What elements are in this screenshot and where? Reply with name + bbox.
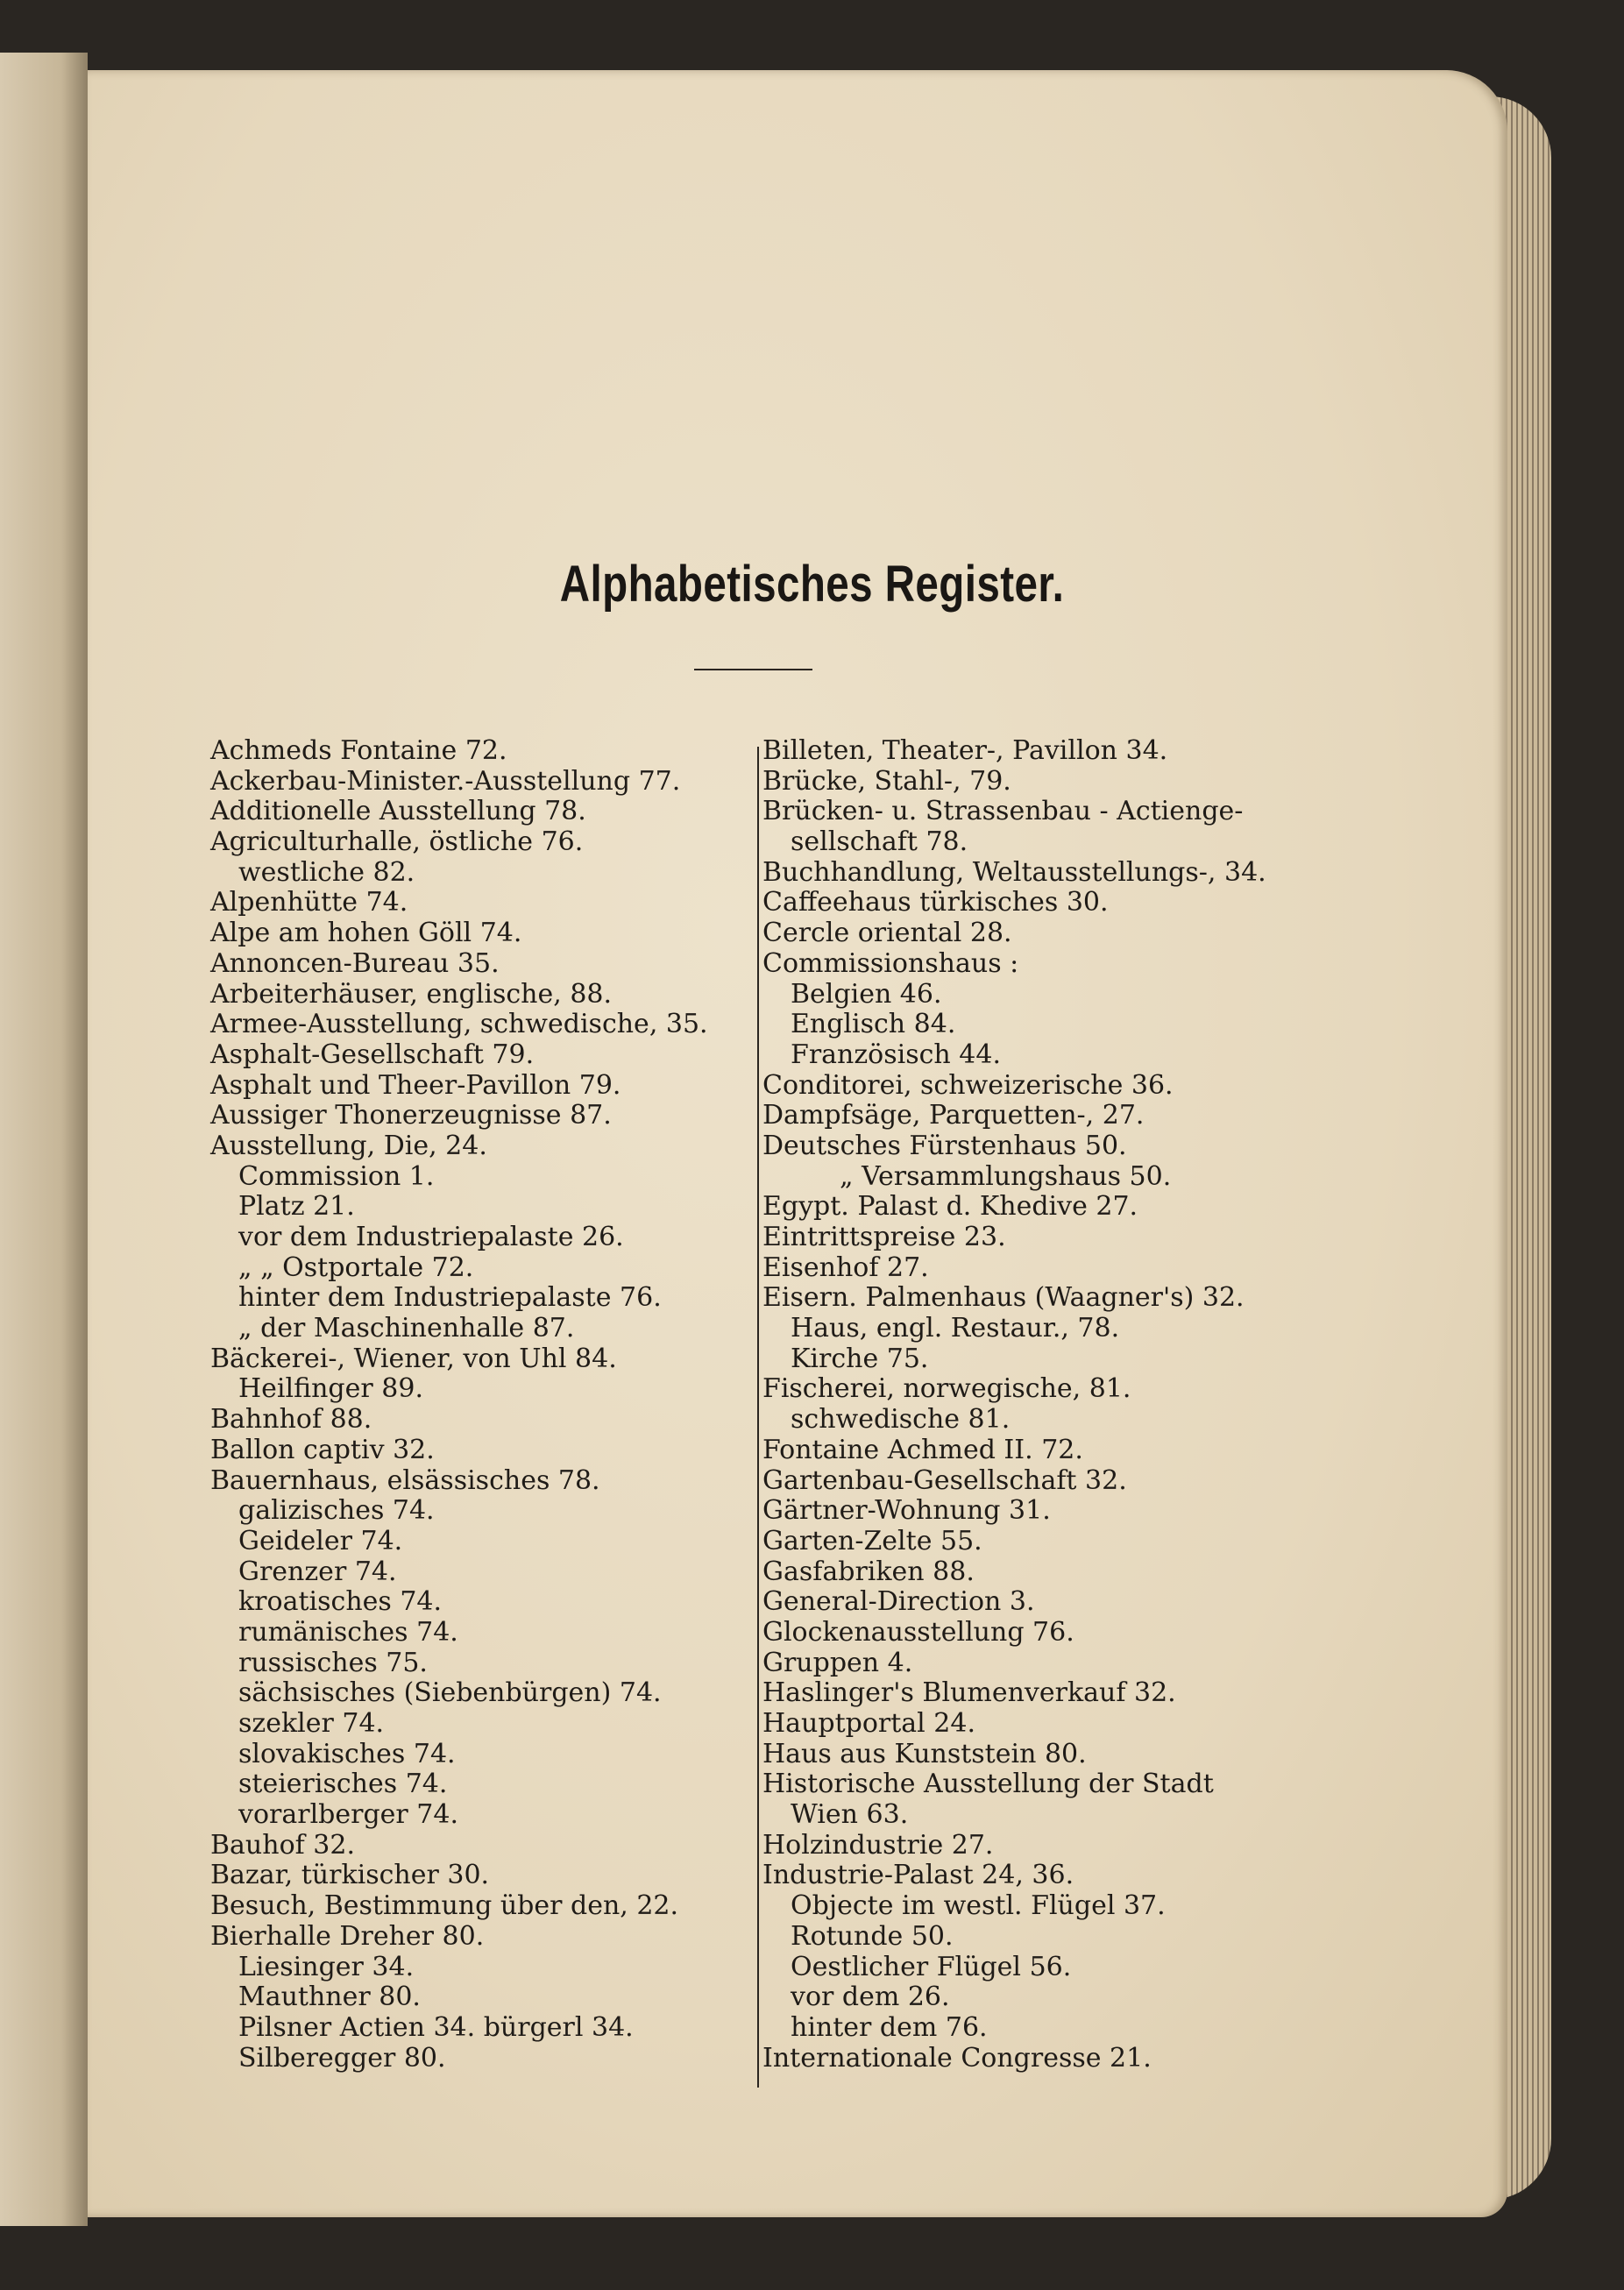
index-entry: rumänisches 74.: [238, 1616, 458, 1648]
index-entry: Besuch, Bestimmung über den, 22.: [210, 1890, 679, 1922]
index-entry: Eintrittspreise 23.: [762, 1222, 1006, 1252]
index-entry: Oestlicher Flügel 56.: [791, 1951, 1072, 1982]
index-entry: Industrie-Palast 24, 36.: [762, 1860, 1074, 1891]
index-entry: Commission 1.: [238, 1160, 435, 1192]
index-entry: General-Direction 3.: [762, 1586, 1035, 1618]
index-entry: Wien 63.: [791, 1799, 909, 1831]
index-entry: sächsisches (Siebenbürgen) 74.: [238, 1677, 662, 1709]
index-entry: Eisern. Palmenhaus (Waagner's) 32.: [762, 1282, 1245, 1314]
index-entry: Fontaine Achmed II. 72.: [762, 1434, 1083, 1465]
index-entry: vor dem 26.: [791, 1982, 950, 2013]
index-entry: Armee-Ausstellung, schwedische, 35.: [210, 1009, 708, 1040]
index-entry: Silberegger 80.: [238, 2042, 446, 2074]
index-entry: Asphalt-Gesellschaft 79.: [210, 1039, 535, 1070]
index-entry: Internationale Congresse 21.: [762, 2042, 1152, 2074]
index-entry: „ „ Ostportale 72.: [238, 1251, 474, 1283]
index-entry: slovakisches 74.: [238, 1738, 456, 1769]
index-entry: Haus, engl. Restaur., 78.: [791, 1313, 1120, 1344]
index-entry: Additionelle Ausstellung 78.: [210, 796, 586, 827]
index-entry: hinter dem Industriepalaste 76.: [238, 1282, 662, 1314]
index-entry: Eisenhof 27.: [762, 1251, 929, 1283]
index-entry: Rotunde 50.: [791, 1920, 954, 1952]
index-entry: Heilfinger 89.: [238, 1373, 423, 1405]
index-entry: Bahnhof 88.: [210, 1404, 372, 1436]
index-entry: Fischerei, norwegische, 81.: [762, 1373, 1131, 1405]
index-entry: Gasfabriken 88.: [762, 1556, 975, 1587]
index-entry: Haus aus Kunststein 80.: [762, 1738, 1087, 1769]
index-entry: Ballon captiv 32.: [210, 1434, 435, 1465]
index-entry: Achmeds Fontaine 72.: [210, 735, 507, 766]
title-rule: [694, 669, 812, 670]
index-entry: Bauhof 32.: [210, 1829, 355, 1861]
index-entry: Hauptportal 24.: [762, 1708, 976, 1739]
index-entry: „ Versammlungshaus 50.: [840, 1160, 1172, 1192]
index-entry: „ der Maschinenhalle 87.: [238, 1313, 575, 1344]
index-entry: Asphalt und Theer-Pavillon 79.: [210, 1069, 621, 1101]
index-entry: Alpe am hohen Göll 74.: [210, 918, 522, 949]
index-entry: steierisches 74.: [238, 1769, 448, 1800]
index-entry: Grenzer 74.: [238, 1556, 397, 1587]
index-entry: Haslinger's Blumenverkauf 32.: [762, 1677, 1176, 1709]
index-entry: russisches 75.: [238, 1647, 428, 1678]
index-entry: Annoncen-Bureau 35.: [210, 947, 500, 979]
index-entry: Geideler 74.: [238, 1525, 403, 1556]
index-entry: Dampfsäge, Parquetten-, 27.: [762, 1100, 1145, 1131]
index-entry: Kirche 75.: [791, 1343, 929, 1374]
index-entry: vor dem Industriepalaste 26.: [238, 1222, 624, 1252]
index-entry: Aussiger Thonerzeugnisse 87.: [210, 1100, 612, 1131]
index-entry: vorarlberger 74.: [238, 1799, 459, 1831]
index-entry: Brücken- u. Strassenbau - Actienge-: [762, 796, 1244, 827]
index-entry: galizisches 74.: [238, 1495, 435, 1527]
index-entry: Mauthner 80.: [238, 1982, 421, 2013]
index-entry: Conditorei, schweizerische 36.: [762, 1069, 1174, 1101]
previous-page-edge: [0, 53, 88, 2226]
index-entry: schwedische 81.: [791, 1404, 1011, 1436]
index-column-left: [210, 736, 708, 2074]
index-entry: Garten-Zelte 55.: [762, 1525, 982, 1556]
index-entry: Bierhalle Dreher 80.: [210, 1920, 485, 1952]
index-entry: Historische Ausstellung der Stadt: [762, 1769, 1214, 1800]
index-entry: Englisch 84.: [791, 1009, 956, 1040]
index-entry: Ackerbau-Minister.-Ausstellung 77.: [210, 765, 681, 797]
index-entry: szekler 74.: [238, 1708, 385, 1739]
index-entry: Gärtner-Wohnung 31.: [762, 1495, 1051, 1527]
index-entry: Egypt. Palast d. Khedive 27.: [762, 1191, 1138, 1223]
index-entry: Cercle oriental 28.: [762, 918, 1012, 949]
index-entry: Bauernhaus, elsässisches 78.: [210, 1464, 600, 1496]
index-entry: Liesinger 34.: [238, 1951, 415, 1982]
index-entry: Pilsner Actien 34. bürgerl 34.: [238, 2011, 634, 2043]
index-entry: Gartenbau-Gesellschaft 32.: [762, 1464, 1127, 1496]
index-entry: kroatisches 74.: [238, 1586, 443, 1618]
index-entry: Objecte im westl. Flügel 37.: [791, 1890, 1166, 1922]
column-divider: [757, 747, 759, 2088]
index-entry: Alpenhütte 74.: [210, 887, 408, 918]
index-entry: hinter dem 76.: [791, 2011, 988, 2043]
index-entry: Bäckerei-, Wiener, von Uhl 84.: [210, 1343, 617, 1374]
index-entry: Commissionshaus :: [762, 947, 1019, 979]
index-entry: Französisch 44.: [791, 1039, 1001, 1070]
index-entry: Belgien 46.: [791, 978, 942, 1010]
index-entry: Bazar, türkischer 30.: [210, 1860, 490, 1891]
index-entry: Buchhandlung, Weltausstellungs-, 34.: [762, 856, 1266, 888]
page-title: Alphabetisches Register.: [559, 556, 1065, 613]
index-entry: Deutsches Fürstenhaus 50.: [762, 1130, 1127, 1161]
index-entry: Holzindustrie 27.: [762, 1829, 994, 1861]
index-column-right: [762, 736, 1266, 2074]
index-entry: westliche 82.: [238, 856, 415, 888]
index-entry: Arbeiterhäuser, englische, 88.: [210, 978, 613, 1010]
index-entry: Glockenausstellung 76.: [762, 1616, 1074, 1648]
index-entry: Ausstellung, Die, 24.: [210, 1130, 487, 1161]
index-entry: Brücke, Stahl-, 79.: [762, 765, 1011, 797]
index-entry: sellschaft 78.: [791, 826, 968, 858]
index-entry: Agriculturhalle, östliche 76.: [210, 826, 584, 858]
index-entry: Caffeehaus türkisches 30.: [762, 887, 1109, 918]
index-entry: Platz 21.: [238, 1191, 355, 1223]
index-entry: Gruppen 4.: [762, 1647, 913, 1678]
index-entry: Billeten, Theater-, Pavillon 34.: [762, 735, 1168, 766]
